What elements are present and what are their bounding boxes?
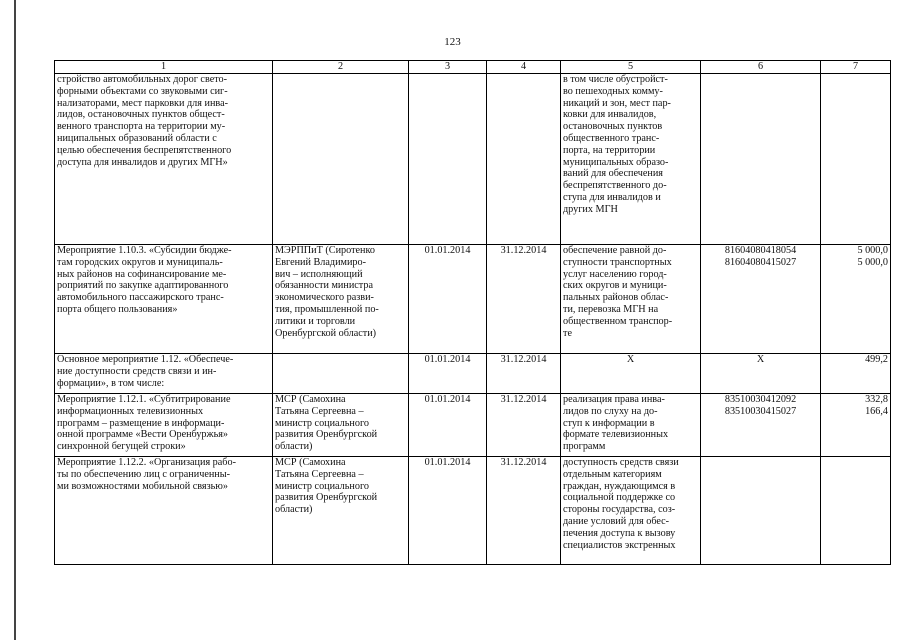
responsible-cell: МСР (Самохина Татьяна Сергеевна – министр социального развития Оренбургской области) — [273, 394, 409, 457]
column-header: 7 — [821, 61, 891, 74]
budget-code-cell: Х — [701, 354, 821, 394]
table-row — [55, 457, 891, 565]
start-date-cell: 01.01.2014 — [409, 394, 487, 457]
budget-code-cell: 83510030412092 83510030415027 — [701, 394, 821, 457]
start-date-cell — [409, 74, 487, 245]
end-date-cell: 31.12.2014 — [487, 394, 561, 457]
table-row — [55, 74, 891, 245]
end-date-cell: 31.12.2014 — [487, 245, 561, 354]
end-date-cell — [487, 74, 561, 245]
expected-result-cell: реализация права инва- лидов по слуху на до- ступ к информации в формате телевизионных программ — [561, 394, 701, 457]
page-edge-bar — [14, 0, 16, 640]
start-date-cell: 01.01.2014 — [409, 457, 487, 565]
measure-name-cell: Мероприятие 1.12.1. «Субтитрирование информационных телевизионных программ – размещение в информаци- онной программе «Вести Оренбуржья» синхронной бегущей строки» — [55, 394, 273, 457]
expected-result-cell: в том числе обустройст- во пешеходных комму- никаций и зон, мест пар- ковки для инвалидов, остановочных пунктов общественного транс- порта, на территории муниципальных образо- ваний для обеспечения беспрепятственного до- ступа для инвалидов и других МГН — [561, 74, 701, 245]
column-header: 3 — [409, 61, 487, 74]
measure-name-cell: стройство автомобильных дорог свето- форными объектами со звуковыми сиг- нализаторами, мест парковки для инва- лидов, остановочных пунктов общест- венного транспорта на территории му- ниципальных образований области с целью обеспечения беспрепятственного доступа для инвалидов и других МГН» — [55, 74, 273, 245]
end-date-cell: 31.12.2014 — [487, 354, 561, 394]
start-date-cell: 01.01.2014 — [409, 245, 487, 354]
column-header: 4 — [487, 61, 561, 74]
budget-code-cell — [701, 457, 821, 565]
column-header: 2 — [273, 61, 409, 74]
amount-cell — [821, 457, 891, 565]
measure-name-cell: Мероприятие 1.10.3. «Субсидии бюдже- там городских округов и муниципаль- ных районов на софинансирование ме- роприятий по закупке адаптированного автомобильного пассажирского транс- порта общего пользования» — [55, 245, 273, 354]
expected-result-cell: Х — [561, 354, 701, 394]
end-date-cell: 31.12.2014 — [487, 457, 561, 565]
amount-cell: 499,2 — [821, 354, 891, 394]
expected-result-cell: обеспечение равной до- ступности транспортных услуг населению город- ских округов и муници- пальных районов облас- ти, перевозка МГН на общественном транспор- те — [561, 245, 701, 354]
responsible-cell: МСР (Самохина Татьяна Сергеевна – министр социального развития Оренбургской области) — [273, 457, 409, 565]
header-row — [55, 61, 891, 74]
responsible-cell: МЭРППиТ (Сиротенко Евгений Владимиро- вич – исполняющий обязанности министра экономического разви- тия, промышленной по- литики и торговли Оренбургской области) — [273, 245, 409, 354]
responsible-cell — [273, 74, 409, 245]
column-header: 6 — [701, 61, 821, 74]
amount-cell — [821, 74, 891, 245]
expected-result-cell: доступность средств связи отдельным категориям граждан, нуждающимся в социальной поддержке со стороны государства, соз- дание условий для обес- печения доступа к вызову специалистов экстренных — [561, 457, 701, 565]
table-row — [55, 394, 891, 457]
column-header: 1 — [55, 61, 273, 74]
budget-code-cell — [701, 74, 821, 245]
measure-name-cell: Основное мероприятие 1.12. «Обеспече- ние доступности средств связи и ин- формации», в том числе: — [55, 354, 273, 394]
program-table — [54, 60, 891, 565]
amount-cell: 332,8 166,4 — [821, 394, 891, 457]
column-header: 5 — [561, 61, 701, 74]
table-row — [55, 354, 891, 394]
amount-cell: 5 000,0 5 000,0 — [821, 245, 891, 354]
start-date-cell: 01.01.2014 — [409, 354, 487, 394]
budget-code-cell: 81604080418054 81604080415027 — [701, 245, 821, 354]
page-number: 123 — [444, 36, 461, 48]
responsible-cell — [273, 354, 409, 394]
measure-name-cell: Мероприятие 1.12.2. «Организация рабо- ты по обеспечению лиц с ограниченны- ми возможностями мобильной связью» — [55, 457, 273, 565]
table-row — [55, 245, 891, 354]
